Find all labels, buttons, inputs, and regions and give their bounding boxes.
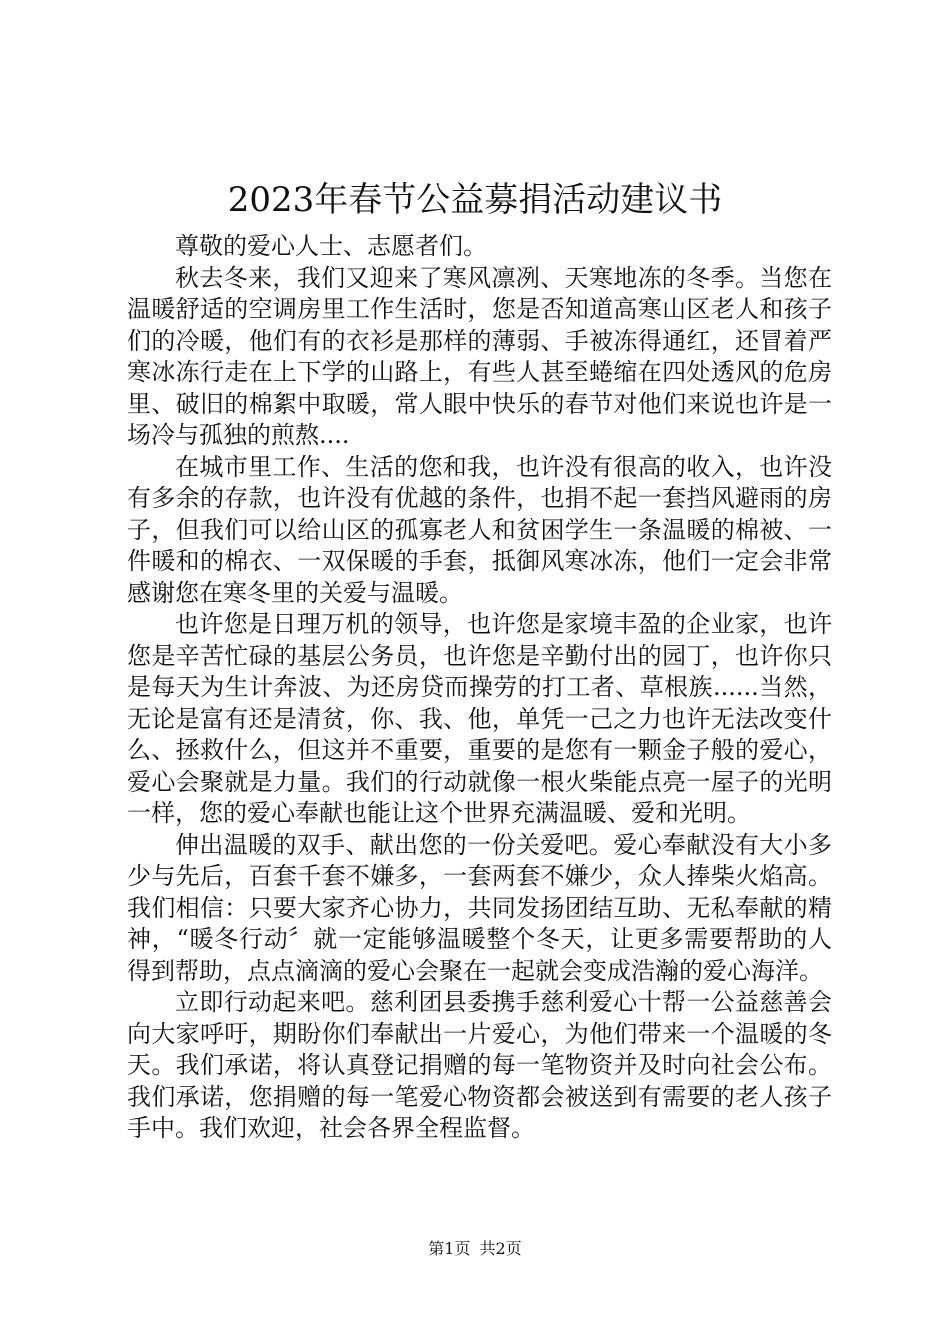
page-footer — [0, 1238, 950, 1260]
paragraph-4: 伸出温暖的双手、献出您的一份关爱吧。爱心奉献没有大小多少与先后，百套千套不嫌多，一套两套不嫌少，众人捧柴火焰高。我们相信：只要大家齐心协力，共同发扬团结互助、无私奉献的精神，“暖冬行动〞就一定能够温暖整个冬天，让更多需要帮助的人得到帮助，点点滴滴的爱心会聚在一起就会变成浩瀚的爱心海洋。 — [127, 830, 832, 985]
page-title: 2023年春节公益募捐活动建议书 — [227, 180, 723, 220]
salutation: 尊敬的爱心人士、志愿者们。 — [175, 232, 487, 260]
paragraph-1: 秋去冬来，我们又迎来了寒风凛冽、天寒地冻的冬季。当您在温暖舒适的空调房里工作生活时，您是否知道高寒山区老人和孩子们的冷暖，他们有的衣衫是那样的薄弱、手被冻得通红，还冒着严寒冰冻行走在上下学的山路上，有些人甚至蜷缩在四处透风的危房里、破旧的棉絮中取暖，常人眼中快乐的春节对他们来说也许是一场冷与孤独的煎熬.... — [127, 263, 832, 449]
page-total: 共2页 — [479, 1239, 522, 1258]
paragraph-3: 也许您是日理万机的领导，也许您是家境丰盈的企业家，也许您是辛苦忙碌的基层公务员，也许您是辛勤付出的园丁，也许你只是每天为生计奔波、为还房贷而操劳的打工者、草根族......当然，无论是富有还是清贫，你、我、他，单凭一己之力也许无法改变什么、拯救什么，但这并不重要，重要的是您有一颗金子般的爱心，爱心会聚就是力量。我们的行动就像一根火柴能点亮一屋子的光明一样，您的爱心奉献也能让这个世界充满温暖、爱和光明。 — [127, 610, 832, 827]
page-number: 第1页 — [428, 1239, 471, 1258]
document-body — [127, 231, 832, 1145]
paragraph-5: 立即行动起来吧。慈利团县委携手慈利爱心十帮一公益慈善会向大家呼吁，期盼你们奉献出一片爱心，为他们带来一个温暖的冬天。我们承诺，将认真登记捐赠的每一笔物资并及时向社会公布。我们承诺，您捐赠的每一笔爱心物资都会被送到有需要的老人孩子手中。我们欢迎，社会各界全程监督。 — [127, 988, 832, 1142]
paragraph-2: 在城市里工作、生活的您和我，也许没有很高的收入，也许没有多余的存款，也许没有优越的条件，也捐不起一套挡风避雨的房子，但我们可以给山区的孤寡老人和贫困学生一条温暖的棉被、一件暖和的棉衣、一双保暖的手套，抵御风寒冰冻，他们一定会非常感谢您在寒冬里的关爱与温暖。 — [127, 452, 832, 607]
